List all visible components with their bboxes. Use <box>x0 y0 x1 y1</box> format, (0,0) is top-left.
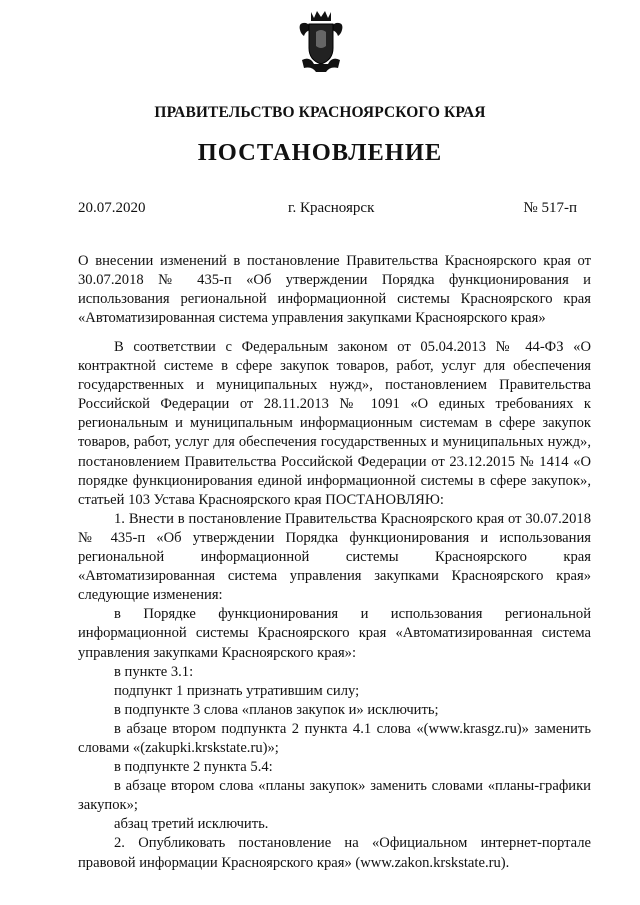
preamble-paragraph: В соответствии с Федеральным законом от 05.04.2013 № 44-ФЗ «О контрактной системе в сфере закупок товаров, работ, услуг для обеспечения государственных и муниципальных нужд», постановлением Правительства Российской Федерации от 28.11.2013 № 1091 «О единых требованиях к региональным и муниципальным информационным системам в сфере закупок товаров, работ, услуг для обеспечения государственных и муниципальных нужд», постановлением Правительства Российской Федерации от 23.12.2015 № 1414 «О порядке функционирования единой информационной системы в сфере закупок», статьей 103 Устава Красноярского края ПОСТАНОВЛЯЮ: <box>78 339 591 508</box>
item-1-e-paragraph: в абзаце втором подпункта 2 пункта 4.1 слова «(www.krasgz.ru)» заменить словами «(zakupki.krskstate.ru)»; <box>78 720 591 756</box>
item-1-d-paragraph: в подпункте 3 слова «планов закупок и» исключить; <box>114 701 439 718</box>
item-2-paragraph: 2. Опубликовать постановление на «Официальном интернет-портале правовой информации Красноярского края» (www.zakon.krskstate.ru). <box>78 835 591 871</box>
item-1-paragraph: 1. Внести в постановление Правительства Красноярского края от 30.07.2018 № 435-п «Об утверждении Порядка функционирования и использования региональной информационной системы Красноярского края «Автоматизированная система управления закупками Красноярского края» следующие изменения: <box>78 510 591 604</box>
item-1-g-paragraph: в абзаце втором слова «планы закупок» заменить словами «планы-графики закупок»; <box>78 778 591 814</box>
item-1-f-paragraph: в подпункте 2 пункта 5.4: <box>114 759 273 776</box>
document-number: № 517-п <box>523 200 577 216</box>
item-1-b-paragraph: в пункте 3.1: <box>114 663 194 680</box>
document-subject <box>78 252 591 328</box>
document-type: ПОСТАНОВЛЕНИЕ <box>197 139 443 166</box>
document-date: 20.07.2020 <box>78 200 146 216</box>
document-city: г. Красноярск <box>288 200 375 216</box>
document-body <box>78 338 591 873</box>
item-1-h-paragraph: абзац третий исключить. <box>114 816 269 833</box>
coat-of-arms-icon <box>296 8 346 74</box>
organization-title: ПРАВИТЕЛЬСТВО КРАСНОЯРСКОГО КРАЯ <box>154 104 486 121</box>
item-1-c-paragraph: подпункт 1 признать утратившим силу; <box>114 682 360 699</box>
item-1-a-paragraph: в Порядке функционирования и использования региональной информационной системы Красноярского края «Автоматизированная система управления закупками Красноярского края»: <box>78 606 591 661</box>
subject-text: О внесении изменений в постановление Правительства Красноярского края от 30.07.2018 № 435-п «Об утверждении Порядка функционирования и использования региональной информационной системы Красноярского края «Автоматизированная система управления закупками Красноярского края» <box>78 253 591 327</box>
